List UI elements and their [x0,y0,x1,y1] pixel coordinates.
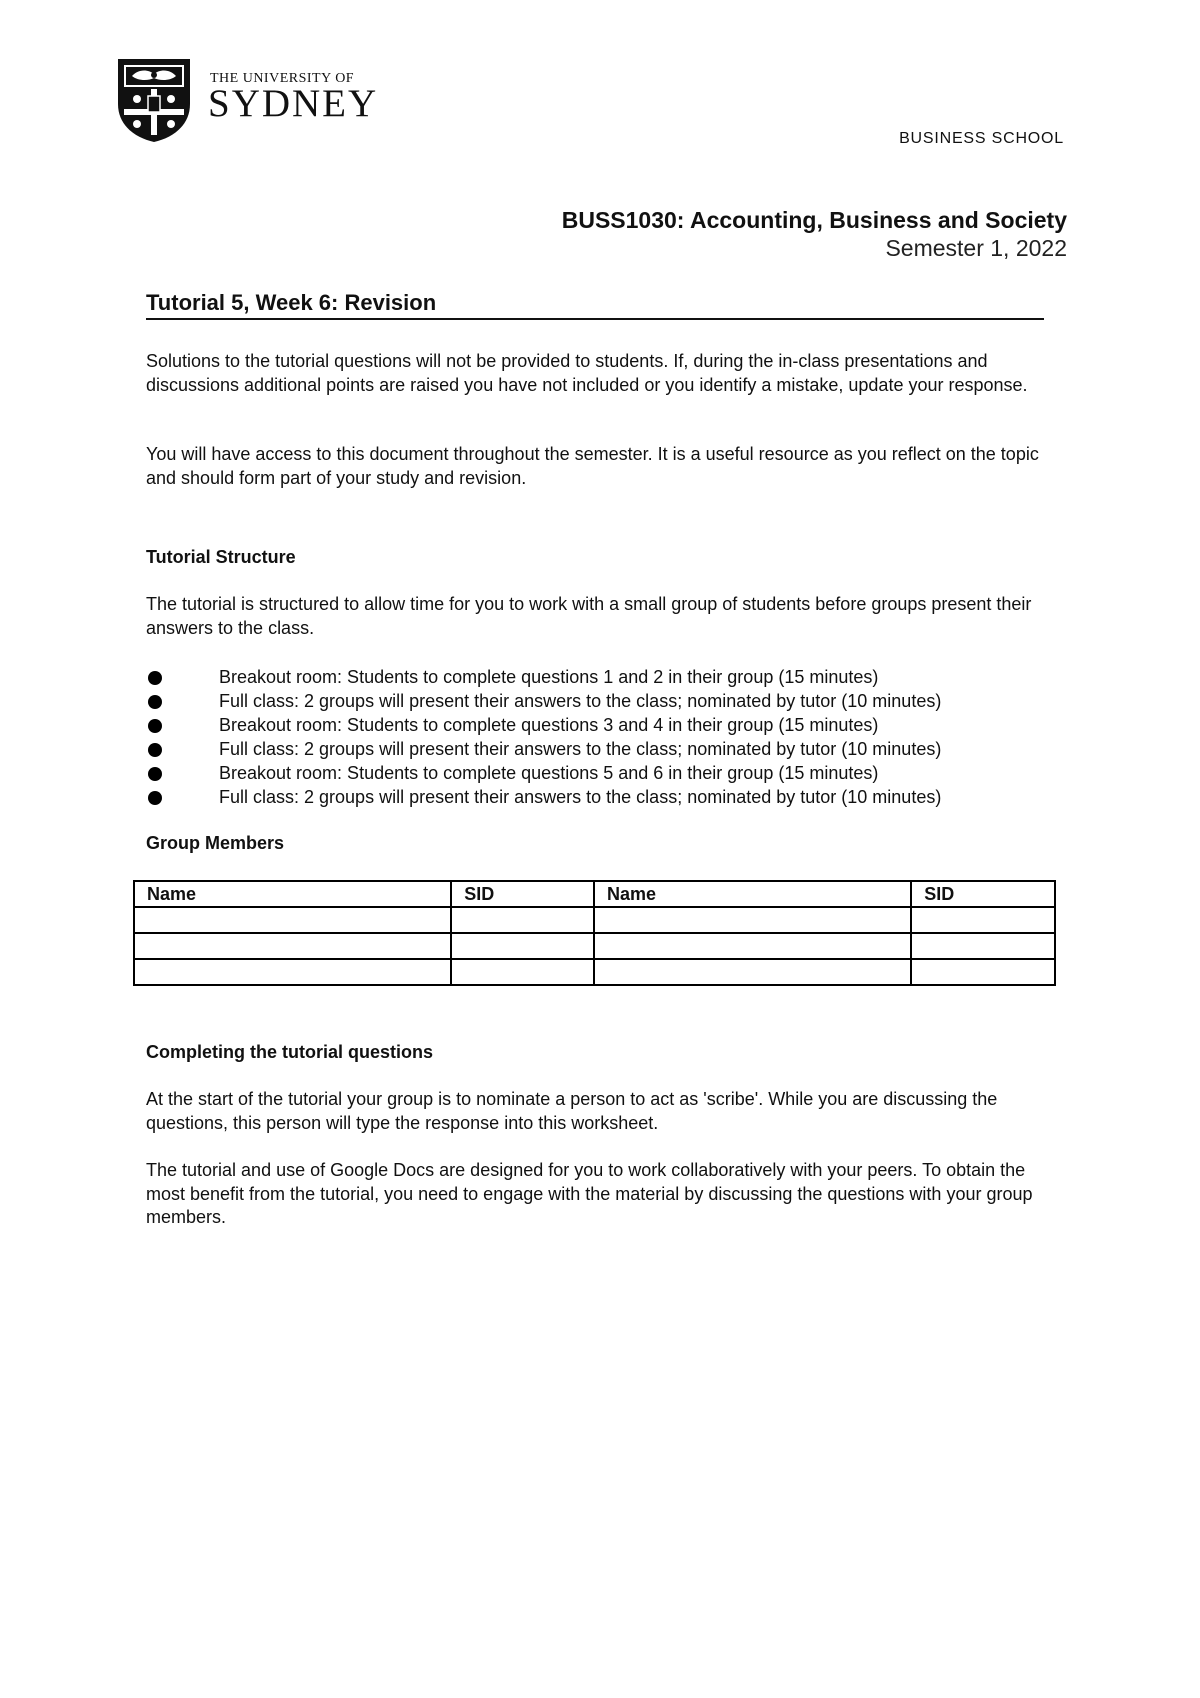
table-cell[interactable] [911,907,1055,933]
bullet-text: Breakout room: Students to complete questions 1 and 2 in their group (15 minutes) [219,667,879,687]
table-cell[interactable] [134,959,451,985]
bullet-icon [148,767,162,781]
school-name: BUSINESS SCHOOL [899,130,1064,147]
list-item [146,689,1096,713]
structure-paragraph: The tutorial is structured to allow time for you to work with a small group of students before groups present their answers to the class. [146,594,1032,638]
table-cell[interactable] [134,907,451,933]
column-header-sid: SID [451,881,594,907]
intro-paragraph-1: Solutions to the tutorial questions will not be provided to students. If, during the in-class presentations and discussions additional points are raised you have not included or you identify a mistake, update your response. [146,351,1028,395]
list-item [146,737,1096,761]
bullet-icon [148,791,162,805]
table-cell[interactable] [594,907,911,933]
bullet-icon [148,695,162,709]
completing-paragraph-1: At the start of the tutorial your group is to nominate a person to act as 'scribe'. While you are discussing the questions, this person will type the response into this worksheet. [146,1089,998,1133]
list-item [146,785,1096,809]
completing-heading: Completing the tutorial questions [146,1042,433,1062]
table-cell[interactable] [451,933,594,959]
table-row [134,907,1055,933]
table-header-row [134,881,1055,907]
column-header-name: Name [134,881,451,907]
column-header-sid: SID [911,881,1055,907]
bullet-text: Full class: 2 groups will present their answers to the class; nominated by tutor (10 minutes) [219,691,942,711]
bullet-icon [148,743,162,757]
intro-paragraph-2: You will have access to this document throughout the semester. It is a useful resource as you reflect on the topic and should form part of your study and revision. [146,444,1039,488]
structure-bullet-list [146,665,1096,809]
course-block [562,207,1067,262]
bullet-icon [148,671,162,685]
bullet-text: Full class: 2 groups will present their answers to the class; nominated by tutor (10 minutes) [219,787,942,807]
bullet-text: Breakout room: Students to complete questions 3 and 4 in their group (15 minutes) [219,715,879,735]
list-item [146,665,1096,689]
table-cell[interactable] [594,933,911,959]
table-cell[interactable] [594,959,911,985]
table-row [134,933,1055,959]
list-item [146,761,1096,785]
crest-icon [114,56,194,144]
table-row [134,959,1055,985]
structure-heading: Tutorial Structure [146,547,296,567]
bullet-text: Breakout room: Students to complete questions 5 and 6 in their group (15 minutes) [219,763,879,783]
logo-sydney-line: SYDNEY [208,82,379,125]
completing-paragraph-2: The tutorial and use of Google Docs are designed for you to work collaboratively with your peers. To obtain the most benefit from the tutorial, you need to engage with the material by discussing the questions with your group members. [146,1160,1033,1227]
column-header-name: Name [594,881,911,907]
bullet-text: Full class: 2 groups will present their answers to the class; nominated by tutor (10 minutes) [219,739,942,759]
table-cell[interactable] [134,933,451,959]
table-cell[interactable] [911,959,1055,985]
group-members-table [133,880,1056,986]
course-semester: Semester 1, 2022 [885,235,1067,261]
group-members-heading: Group Members [146,833,285,853]
table-cell[interactable] [451,959,594,985]
university-logo [114,56,379,146]
course-title: BUSS1030: Accounting, Business and Society [561,207,1067,233]
tutorial-title: Tutorial 5, Week 6: Revision [146,290,1044,320]
logo-university-line: THE UNIVERSITY OF [210,71,355,86]
table-cell[interactable] [911,933,1055,959]
bullet-icon [148,719,162,733]
table-cell[interactable] [451,907,594,933]
list-item [146,713,1096,737]
